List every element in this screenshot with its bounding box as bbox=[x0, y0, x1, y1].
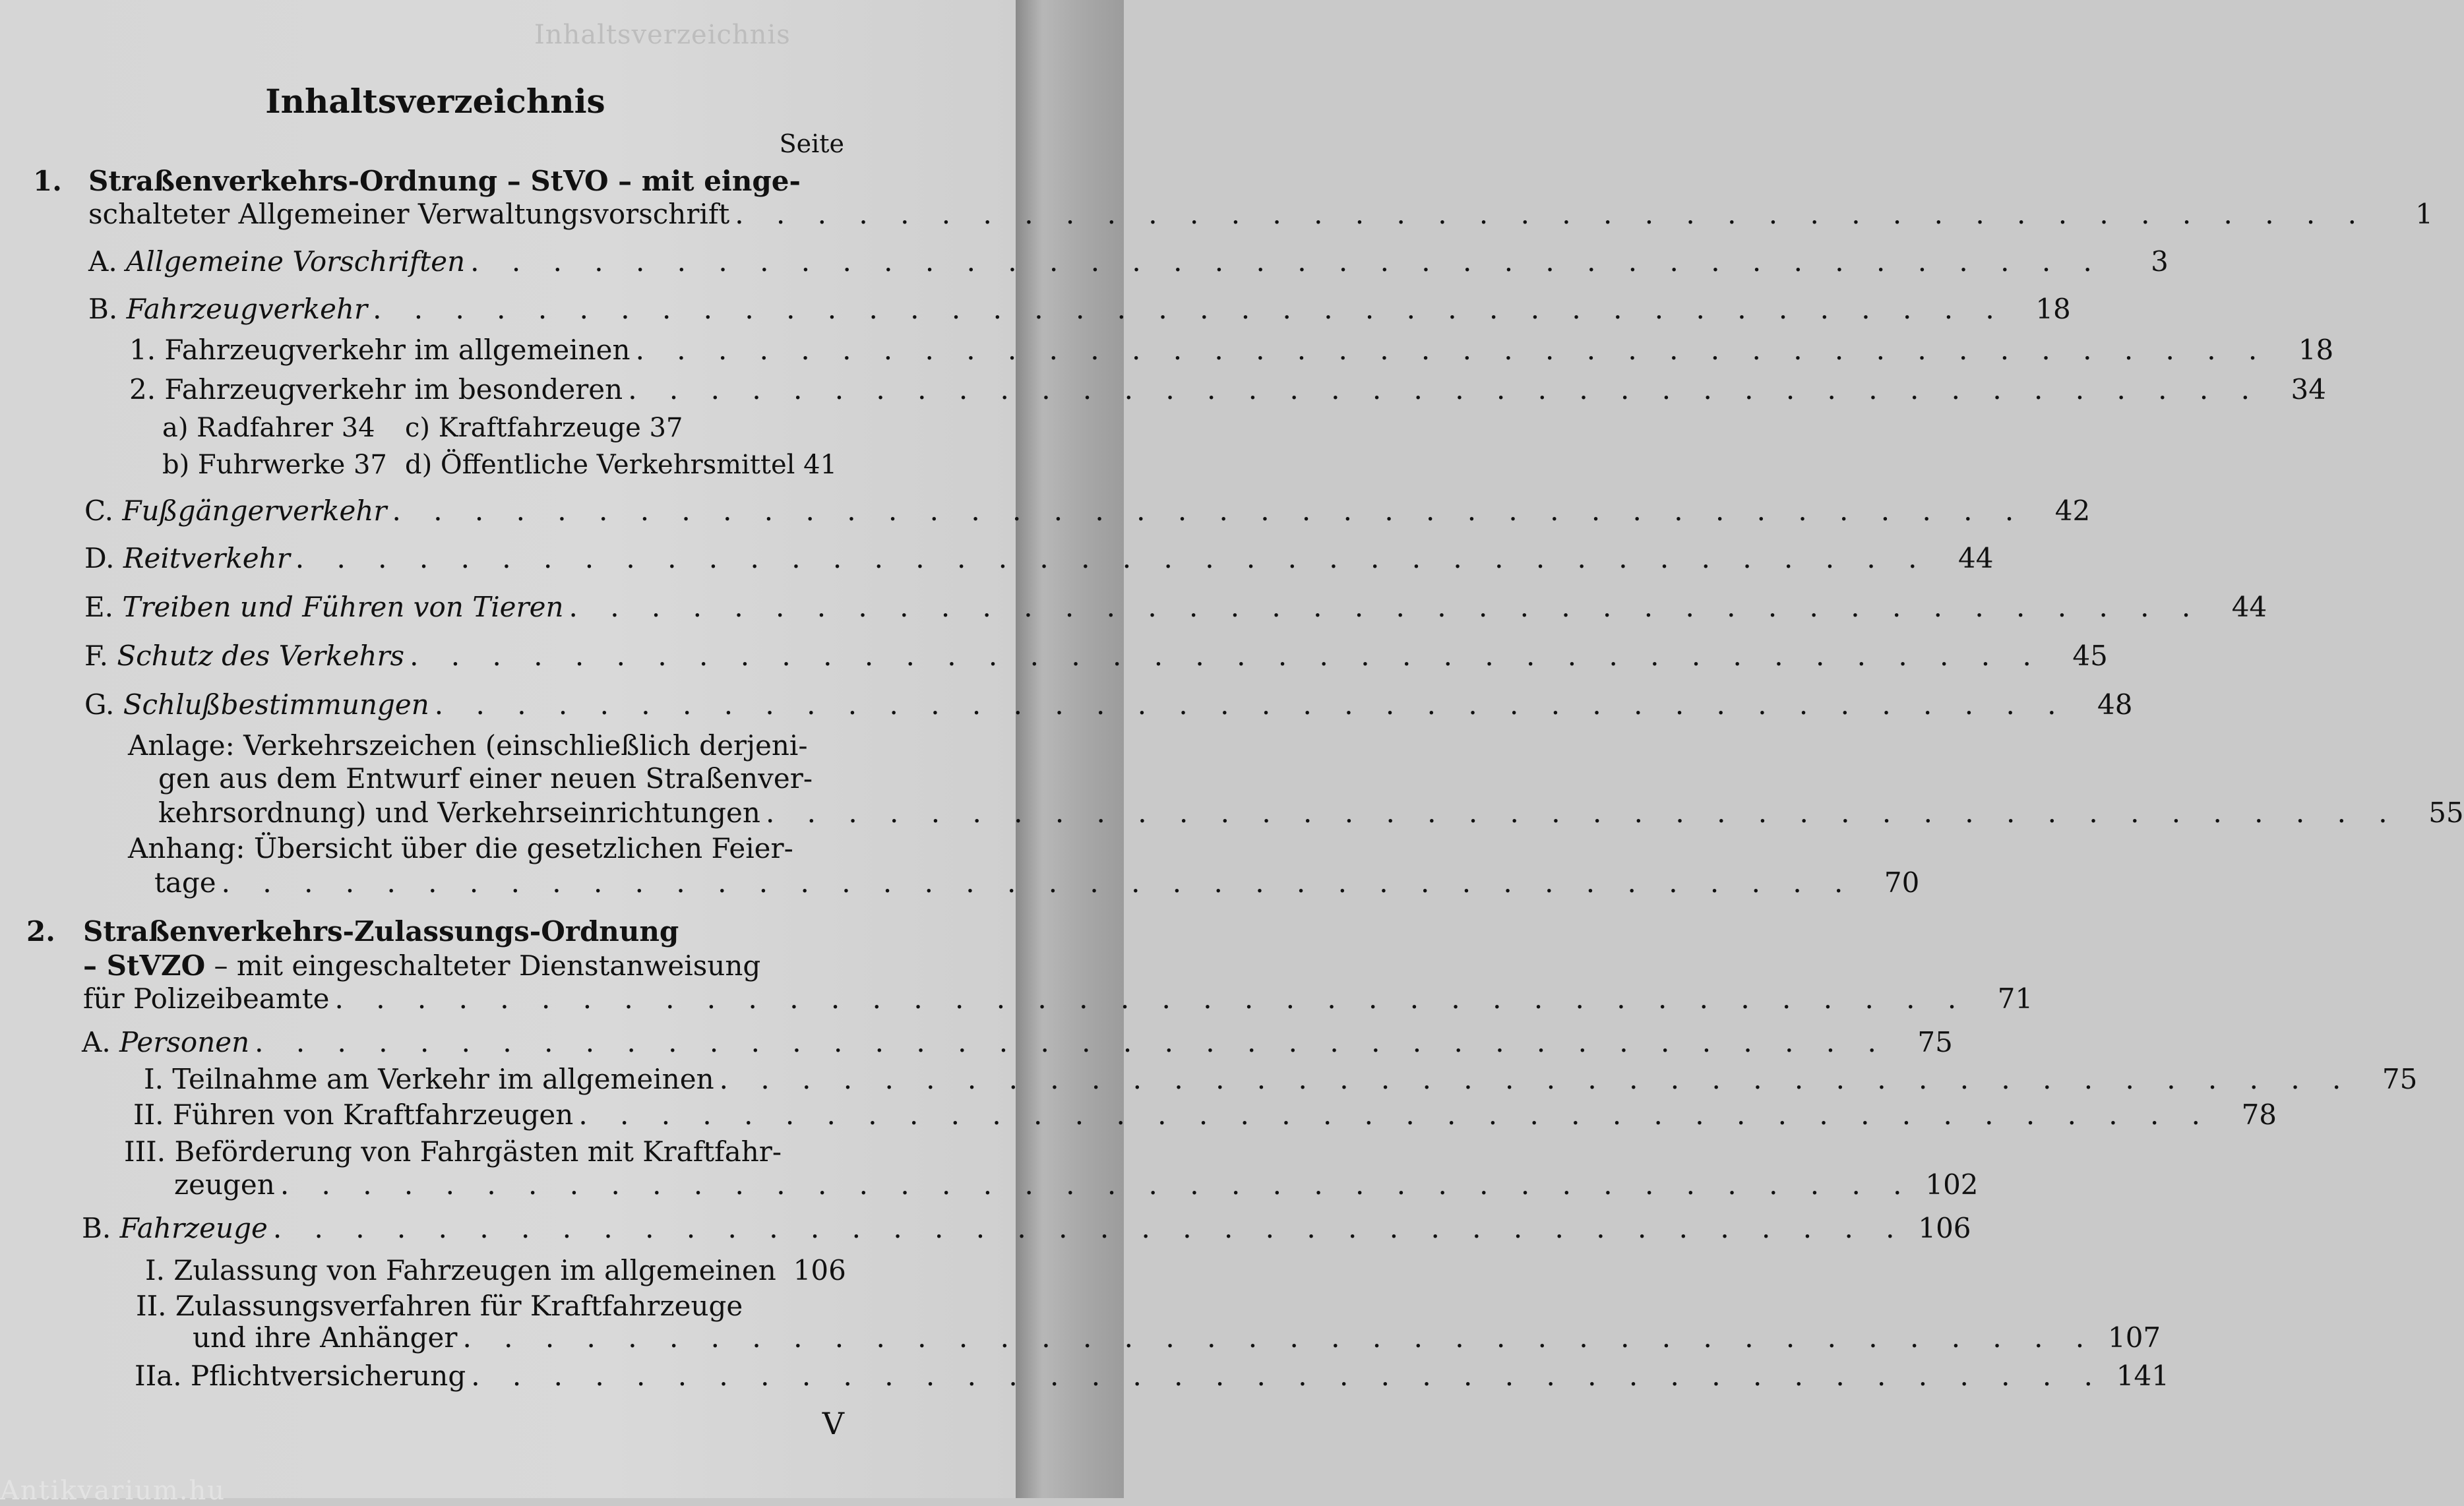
toc-entry-label: B. Fahrzeuge bbox=[82, 1212, 268, 1244]
toc-page-number: 106 bbox=[1918, 1212, 1971, 1244]
toc-entry-label: 1. Fahrzeugverkehr im allgemeinen bbox=[129, 334, 631, 366]
toc-entry-label: und ihre Anhänger bbox=[193, 1321, 458, 1354]
leader-dots: . . . . . . . . . . . . . . . . . . . . . . . . . . . . . . . . . . . . . . . . bbox=[578, 1099, 2213, 1131]
toc-entry-label: F. Schutz des Verkehrs bbox=[84, 640, 405, 672]
toc-page-number: 71 bbox=[1997, 982, 2033, 1015]
toc-entry-label: E. Treiben und Führen von Tieren bbox=[84, 591, 564, 623]
toc-entry bbox=[82, 1026, 1953, 1059]
section-title-line: Straßenverkehrs-Ordnung – StVO – mit einge- bbox=[88, 165, 801, 197]
toc-entry-label: D. Reitverkehr bbox=[84, 542, 290, 574]
toc-entry bbox=[88, 198, 2433, 231]
toc-entry-label: I. Zulassung von Fahrzeugen im allgemeinen bbox=[145, 1254, 776, 1286]
folio-number: V bbox=[822, 1406, 844, 1441]
leader-dots: . . . . . . . . . . . . . . . . . . . . . . . . . . . . . . . . . . . . . . . . bbox=[635, 334, 2269, 366]
bleed-through-header: Inhaltsverzeichnis bbox=[534, 20, 791, 50]
toc-page-number: 42 bbox=[2054, 495, 2091, 527]
page-column-header: Seite bbox=[779, 129, 844, 158]
leader-dots: . . . . . . . . . . . . . . . . . . . . . . . . . . . . . . . . . . . . . . . . bbox=[295, 542, 1929, 574]
toc-page-number: 45 bbox=[2072, 640, 2108, 672]
toc-entry bbox=[82, 1212, 1971, 1245]
toc-entry-label: 2. Fahrzeugverkehr im besonderen bbox=[129, 373, 623, 406]
leader-dots: . . . . . . . . . . . . . . . . . . . . . . . . . . . . . . . . . . . . . . . . bbox=[569, 591, 2203, 623]
toc-entry-label: schalteter Allgemeiner Verwaltungsvorschrift bbox=[88, 198, 730, 230]
leader-dots: . . . . . . . . . . . . . . . . . . . . . . . . . . . . . . . . . . . . . . . . bbox=[719, 1063, 2353, 1095]
toc-entry bbox=[154, 866, 1920, 899]
toc-entry-label: G. Schlußbestimmungen bbox=[84, 688, 429, 721]
toc-page-number: 18 bbox=[2298, 334, 2334, 366]
leader-dots: . . . . . . . . . . . . . . . . . . . . . . . . . . . . . . . . . . . . . . . . bbox=[334, 982, 1969, 1015]
toc-entry bbox=[129, 334, 2334, 367]
toc-page-number: 1 bbox=[2415, 198, 2433, 230]
toc-entry-label: kehrsordnung) und Verkehrseinrichtungen bbox=[158, 797, 760, 829]
toc-entry-label: C. Fußgängerverkehr bbox=[84, 495, 387, 527]
section-title-line: – StVZO – mit eingeschalteter Dienstanweisung bbox=[83, 949, 761, 982]
toc-page-number: 3 bbox=[2151, 245, 2169, 278]
section-number: 1. bbox=[33, 165, 62, 197]
toc-page-number: 78 bbox=[2241, 1099, 2277, 1131]
toc-page-number: 75 bbox=[1917, 1026, 1953, 1058]
entry-line: III. Beförderung von Fahrgästen mit Kraftfahr- bbox=[124, 1135, 782, 1168]
toc-entry bbox=[193, 1321, 2161, 1354]
leader-dots: . . . . . . . . . . . . . . . . . . . . . . . . . . . . . . . . . . . . . . . . bbox=[392, 495, 2026, 527]
toc-page-number: 44 bbox=[2231, 591, 2267, 623]
leader-dots: . . . . . . . . . . . . . . . . . . . . . . . . . . . . . . . . . . . . . . . . bbox=[462, 1321, 2097, 1354]
toc-entry-label: A. Allgemeine Vorschriften bbox=[88, 245, 466, 278]
toc-page-number: 18 bbox=[2035, 293, 2071, 325]
toc-entry-label: II. Führen von Kraftfahrzeugen bbox=[133, 1099, 574, 1131]
page-title: Inhaltsverzeichnis bbox=[265, 82, 605, 121]
subentry-b: b) Fuhrwerke 37 bbox=[162, 450, 387, 480]
toc-page-number: 55 bbox=[2428, 797, 2464, 829]
toc-entry bbox=[144, 1063, 2418, 1096]
toc-entry-label: tage bbox=[154, 866, 216, 899]
subentry-a: a) Radfahrer 34 bbox=[162, 413, 375, 443]
anlage-line: gen aus dem Entwurf einer neuen Straßenver- bbox=[158, 762, 813, 795]
toc-entry bbox=[145, 1254, 844, 1287]
toc-page-number: 34 bbox=[2291, 373, 2326, 406]
toc-entry bbox=[84, 542, 1994, 575]
toc-entry-label: zeugen bbox=[174, 1168, 275, 1201]
anlage-line: Anlage: Verkehrszeichen (einschließlich derjeni- bbox=[128, 729, 808, 762]
toc-entry-label: für Polizeibeamte bbox=[83, 982, 330, 1015]
toc-entry bbox=[84, 688, 2133, 721]
leader-dots: . . . . . . . . . . . . . . . . . . . . . . . . . . . . . . . . . . . . . . . . bbox=[735, 198, 2368, 230]
leader-dots: . . . . . . . . . . . . . . . . . . . . . . . . . . . . . . . . . . . . . . . . bbox=[434, 688, 2068, 721]
toc-entry bbox=[84, 640, 2108, 673]
leader-dots: . . . . . . . . . . . . . . . . . . . . . . . . . . . . . . . . . . . . . . . . bbox=[410, 640, 2043, 672]
toc-entry bbox=[133, 1099, 2277, 1131]
leader-dots: . . . . . . . . . . . . . . . . . . . . . . . . . . . . . . . . . . . . . . . . bbox=[280, 1168, 1914, 1201]
toc-entry bbox=[135, 1360, 2169, 1393]
leader-dots: . . . . . . . . . . . . . . . . . . . . . . . . . . . . . . . . . . . . . . . . bbox=[471, 1360, 2105, 1392]
leader-dots: . . . . . . . . . . . . . . . . . . . . . . . . . . . . . . . . . . . . . . . . bbox=[765, 797, 2399, 829]
toc-page-number: 102 bbox=[1925, 1168, 1979, 1201]
leader-dots: . . . . . . . . . . . . . . . . . . . . . . . . . . . . . . . . . . . . . . . . bbox=[255, 1026, 1888, 1058]
anhang-line: Anhang: Übersicht über die gesetzlichen Feier- bbox=[128, 832, 793, 864]
subentry-d: d) Öffentliche Verkehrsmittel 41 bbox=[405, 450, 838, 480]
toc-entry bbox=[84, 591, 2267, 624]
section-title-line: Straßenverkehrs-Zulassungs-Ordnung bbox=[83, 915, 679, 948]
toc-entry bbox=[88, 293, 2071, 326]
entry-line: II. Zulassungsverfahren für Kraftfahrzeuge bbox=[136, 1290, 743, 1322]
section-number: 2. bbox=[26, 915, 55, 948]
toc-entry bbox=[84, 495, 2091, 527]
toc-entry bbox=[174, 1168, 1979, 1201]
toc-entry-label: IIa. Pflichtversicherung bbox=[135, 1360, 466, 1392]
toc-entry bbox=[83, 982, 2033, 1015]
toc-page-number: 44 bbox=[1958, 542, 1994, 574]
toc-entry bbox=[158, 797, 2464, 829]
toc-page-number: 75 bbox=[2382, 1063, 2418, 1095]
leader-dots: . . . . . . . . . . . . . . . . . . . . . . . . . . . . . . . . . . . . . . . . bbox=[628, 373, 2262, 406]
subentry-c: c) Kraftfahrzeuge 37 bbox=[405, 413, 683, 443]
leader-dots: . . . . . . . . . . . . . . . . . . . . . . . . . . . . . . . . . . . . . . . . bbox=[373, 293, 2006, 325]
toc-entry-label: I. Teilnahme am Verkehr im allgemeinen bbox=[144, 1063, 714, 1095]
leader-dots: . . . . . . . . . . . . . . . . . . . . . . . . . . . . . . . . . . . . . . . . bbox=[221, 866, 1855, 899]
toc-page-number: 141 bbox=[2116, 1360, 2169, 1392]
watermark: Antikvarium.hu bbox=[0, 1476, 226, 1506]
toc-entry-label: A. Personen bbox=[82, 1026, 250, 1058]
toc-page-number: 107 bbox=[2107, 1321, 2161, 1354]
leader-dots: . . . . . . . . . . . . . . . . . . . . . . . . . . . . . . . . . . . . . . . . bbox=[470, 245, 2104, 278]
toc-page-number: 70 bbox=[1884, 866, 1920, 899]
toc-entry-label: B. Fahrzeugverkehr bbox=[88, 293, 368, 325]
leader-dots: . . . . . . . . . . . . . . . . . . . . . . . . . . . . . . . . . . . . . . . . bbox=[272, 1212, 1907, 1244]
toc-page-number: 48 bbox=[2097, 688, 2133, 721]
toc-entry bbox=[129, 373, 2326, 406]
toc-entry bbox=[88, 245, 2169, 278]
toc-page-number: 106 bbox=[793, 1254, 846, 1286]
